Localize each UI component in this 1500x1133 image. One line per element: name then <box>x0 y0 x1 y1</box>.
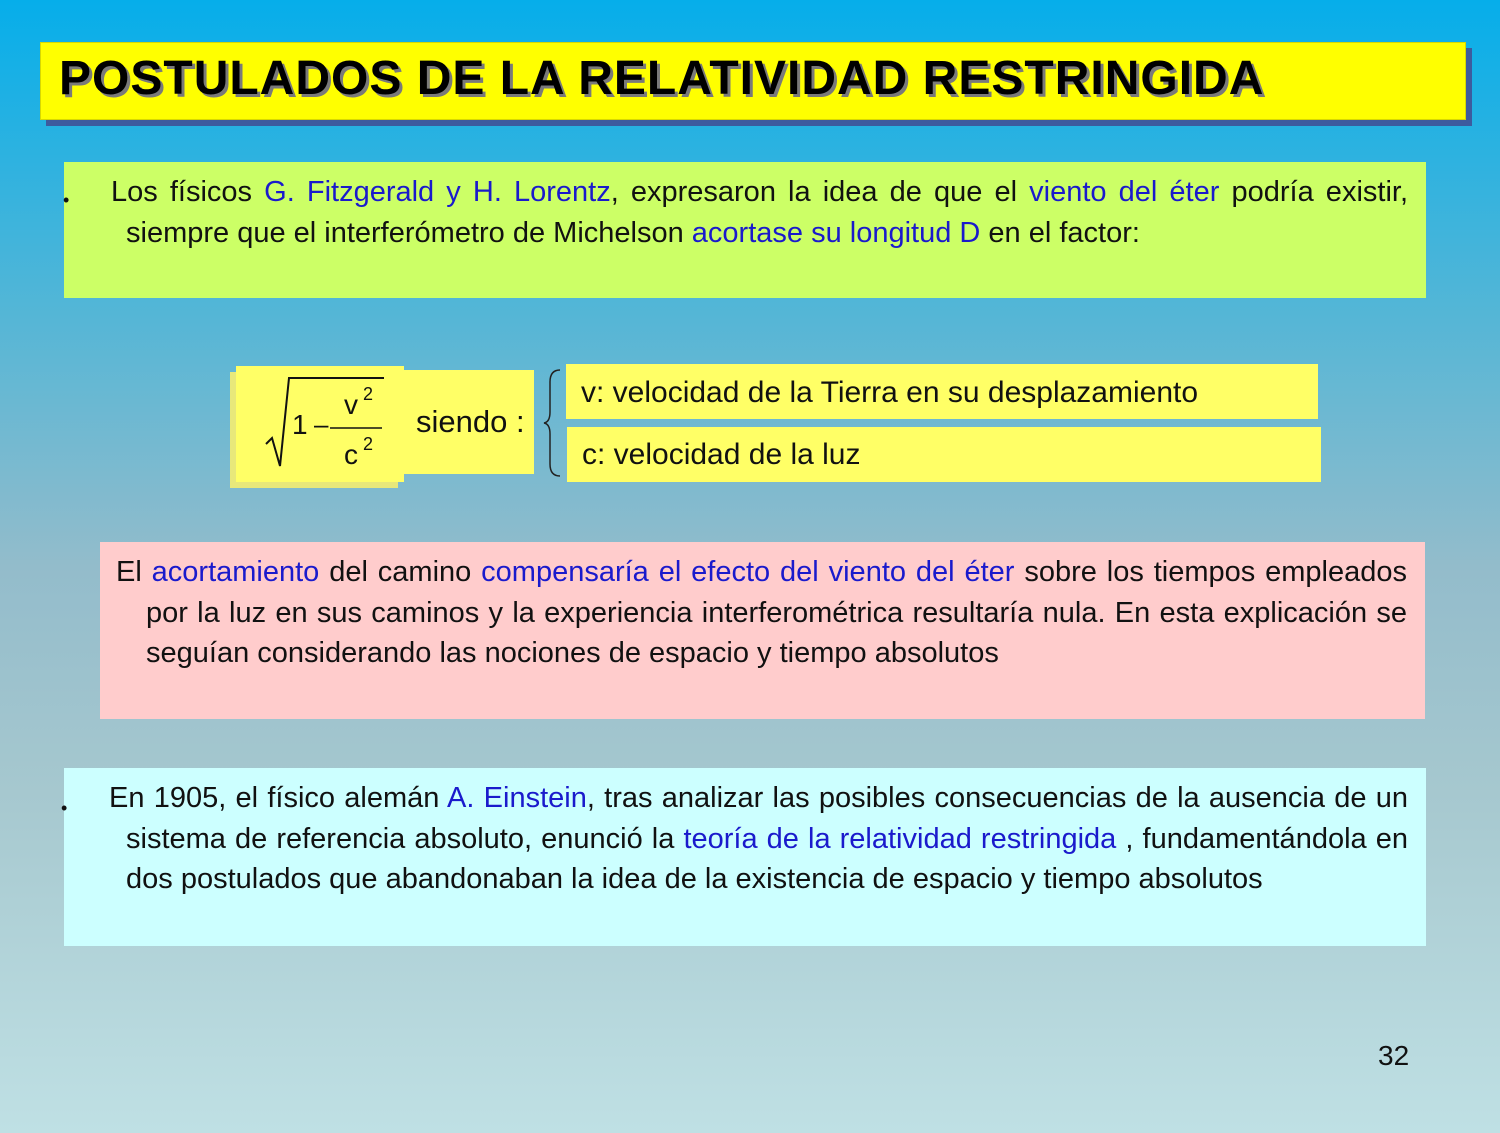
formula-denominator: c <box>344 439 358 470</box>
para2-text-3: sobre los tiempos empleados por la luz en sus caminos y la experiencia interferométrica resultaría nula. En esta explicación se seguían considerando las nociones de espacio y tiempo absolutos <box>146 556 1408 669</box>
fitzgerald-lorentz-paragraph: • Los físicos G. Fitzgerald y H. Lorentz, expresaron la idea de que el viento del éter podría existir, siempre que el interferómetro de Michelson acortase su longitud D en el factor: <box>64 162 1426 298</box>
para3-text-3: , fundamentándola en dos postulados que abandonaban la idea de la existencia de espacio y tiempo absolutos <box>126 822 1408 895</box>
siendo-label-box <box>404 370 534 474</box>
para3-highlight-einstein: A. Einstein <box>447 782 587 814</box>
light-speed-definition: c: velocidad de la luz <box>567 427 1321 482</box>
para2-text-1: El <box>116 556 152 588</box>
para1-text-4: en el factor: <box>980 216 1140 249</box>
para3-text-2: , tras analizar las posibles consecuencias de la ausencia de un sistema de referencia absoluto, enunció la <box>126 782 1408 855</box>
para1-text-2: , expresaron la idea de que el <box>610 176 1030 208</box>
square-root-formula <box>236 366 404 482</box>
para3-highlight-theory: teoría de la relatividad restringida <box>683 822 1117 855</box>
lorentz-factor-formula <box>236 366 404 482</box>
page-number: 32 <box>1378 1040 1410 1071</box>
para2-text-2: del camino <box>319 556 482 588</box>
para1-highlight-ether-wind: viento del éter <box>1029 176 1220 208</box>
para2-highlight-shortening: acortamiento <box>151 556 320 588</box>
title-banner <box>40 42 1466 120</box>
siendo-label: siendo : <box>416 404 525 439</box>
formula-minus: – <box>314 409 329 439</box>
velocity-definition: v: velocidad de la Tierra en su desplazamiento <box>566 364 1318 419</box>
para1-text-1: Los físicos <box>111 176 265 208</box>
formula-denominator-exponent: 2 <box>363 434 374 454</box>
left-brace-icon <box>542 368 564 478</box>
einstein-paragraph: • En 1905, el físico alemán A. Einstein, tras analizar las posibles consecuencias de la ausencia de un sistema de referencia absoluto, enunció la teoría de la relatividad restringida , fundamentándola en dos postulados que abandonaban la idea de la existencia de espacio y tiempo absolutos <box>64 768 1426 946</box>
para2-highlight-compensation: compensaría el efecto del viento del éter <box>481 556 1015 588</box>
para1-highlight-names: G. Fitzgerald y H. Lorentz <box>264 176 611 208</box>
shortening-explanation-paragraph <box>100 542 1425 719</box>
para1-text-3: podría existir, siempre que el interferómetro de Michelson <box>126 176 1408 249</box>
slide-title: POSTULADOS DE LA RELATIVIDAD RESTRINGIDA <box>59 52 1265 105</box>
para1-highlight-shortening: acortase su longitud D <box>691 216 981 249</box>
formula-one: 1 <box>292 409 308 440</box>
formula-numerator: v <box>344 389 358 420</box>
formula-numerator-exponent: 2 <box>363 384 374 404</box>
para3-text-1: En 1905, el físico alemán <box>109 782 448 814</box>
